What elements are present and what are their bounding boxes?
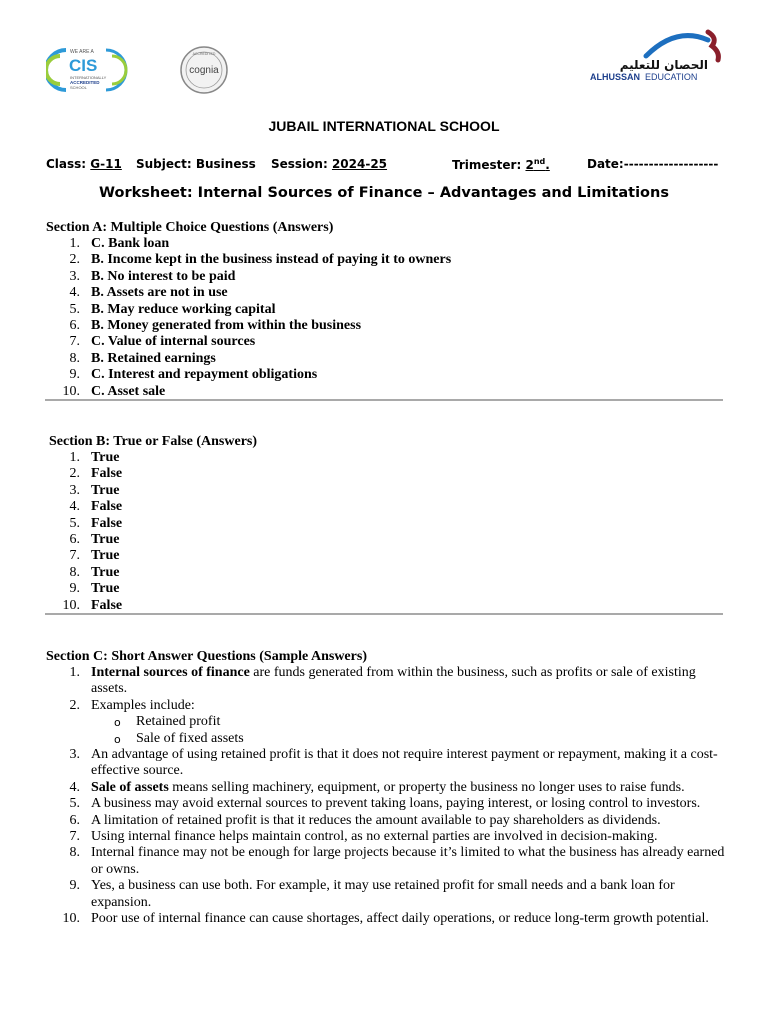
answer-key-term: Sale of assets [91, 779, 169, 795]
item-number: 10. [62, 383, 80, 399]
trimester-label: Trimester: [452, 158, 522, 172]
answer-text: C. Asset sale [91, 383, 166, 399]
answer-text: Internal finance may not be enough for large projects because it’s limited to what the business has already earned or owns. [91, 845, 725, 877]
list-item [46, 780, 726, 796]
class-label: Class: [46, 157, 87, 171]
list-item [46, 698, 726, 747]
item-number: 3. [69, 482, 80, 498]
cis-top-text: WE ARE A [70, 49, 94, 55]
item-number: 5. [69, 796, 80, 812]
answer-text: True [91, 581, 120, 597]
item-number: 7. [69, 548, 80, 564]
answer-text: B. Assets are not in use [91, 285, 228, 301]
list-item [46, 911, 726, 927]
school-name: JUBAIL INTERNATIONAL SCHOOL [268, 118, 500, 134]
item-number: 9. [69, 367, 80, 383]
list-item [46, 236, 451, 252]
answer-text: True [91, 450, 120, 465]
item-number: 8. [69, 350, 80, 366]
item-number: 2. [69, 466, 80, 482]
section-a-divider [45, 399, 723, 401]
item-number: 8. [69, 564, 80, 580]
date-info: Date:------------------- [587, 157, 719, 171]
list-item [46, 747, 726, 780]
item-number: 10. [62, 911, 80, 927]
worksheet-title: Worksheet: Internal Sources of Finance – Advantages and Limitations [99, 185, 669, 201]
list-item [46, 334, 451, 350]
class-value: G-11 [90, 157, 122, 171]
item-number: 3. [69, 747, 80, 763]
answer-text: C. Interest and repayment obligations [91, 367, 318, 383]
list-item [46, 878, 726, 911]
class-info [46, 157, 122, 171]
answer-text: Poor use of internal finance can cause shortages, affect daily operations, or reduce long-term growth potential. [91, 911, 709, 927]
item-number: 4. [69, 285, 80, 301]
list-item [46, 302, 451, 318]
answer-text: A business may avoid external sources to prevent taking loans, paying interest, or losing control to investors. [91, 796, 701, 812]
item-number: 4. [69, 779, 80, 795]
item-number: 6. [69, 532, 80, 548]
answer-text: False [91, 597, 123, 613]
answer-text: Yes, a business can use both. For example, it may use retained profit for small needs and a bank loan for expansion. [91, 878, 675, 910]
list-item [46, 499, 122, 515]
item-number: 9. [69, 878, 80, 894]
alhussan-logo [586, 28, 726, 88]
item-number: 1. [69, 236, 80, 251]
answer-text: Using internal finance helps maintain control, as no external parties are involved in decision-making. [91, 829, 658, 845]
sub-list-item [91, 731, 726, 747]
item-number: 4. [69, 499, 80, 515]
answer-text: B. May reduce working capital [91, 301, 276, 317]
item-number: 3. [69, 268, 80, 284]
item-number: 2. [69, 697, 80, 713]
sub-list [91, 714, 726, 747]
section-b-list [46, 450, 122, 614]
answer-text: C. Bank loan [91, 236, 170, 251]
cognia-logo [178, 45, 230, 95]
item-number: 5. [69, 515, 80, 531]
answer-text: are funds generated from within the business, such as profits or sale of existing assets. [91, 665, 696, 697]
list-item [46, 813, 726, 829]
answer-text: B. Retained earnings [91, 350, 216, 366]
list-item [46, 367, 451, 383]
list-item [46, 318, 451, 334]
session-value: 2024-25 [331, 157, 388, 171]
list-item [46, 351, 451, 367]
list-item [46, 665, 726, 698]
section-b-title: Section B: True or False (Answers) [49, 434, 258, 449]
item-number: 9. [69, 581, 80, 597]
answer-text: True [91, 532, 120, 548]
bullet-icon: o [114, 716, 121, 730]
cognia-top-text: ACCREDITED [192, 52, 216, 56]
section-a-title: Section A: Multiple Choice Questions (Answers) [46, 220, 334, 235]
session-info [271, 157, 387, 171]
list-item [46, 384, 451, 400]
list-item [46, 516, 122, 532]
answer-text: means selling machinery, equipment, or property the business no longer uses to raise funds. [168, 779, 685, 795]
item-number: 6. [69, 812, 80, 828]
item-number: 7. [69, 334, 80, 350]
cis-logo [46, 44, 132, 96]
list-item [46, 269, 451, 285]
answer-text: An advantage of using retained profit is that it does not require interest payment or repayment, making it a cost-effective source. [91, 747, 718, 779]
section-b-divider [45, 613, 723, 615]
cis-sub1: INTERNATIONALLY [70, 75, 107, 80]
sub-list-item [91, 714, 726, 730]
cis-sub3: SCHOOL [70, 85, 87, 90]
answer-text: True [91, 564, 120, 580]
list-item [46, 466, 122, 482]
answer-text: False [91, 466, 123, 482]
item-number: 1. [69, 450, 80, 465]
alhussan-brand2: EDUCATION [645, 72, 698, 82]
answer-text: True [91, 482, 120, 498]
answer-text: Examples include: [91, 697, 195, 713]
answer-text: C. Value of internal sources [91, 334, 256, 350]
section-c-title: Section C: Short Answer Questions (Sample Answers) [46, 649, 367, 664]
answer-text: B. Income kept in the business instead of paying it to owners [91, 252, 452, 268]
answer-text: A limitation of retained profit is that it reduces the amount available to pay shareholders as dividends. [91, 812, 661, 828]
sub-item-text: Retained profit [136, 714, 221, 730]
item-number: 7. [69, 829, 80, 845]
alhussan-arabic: الحصان للتعليم [619, 58, 708, 72]
answer-text: False [91, 499, 123, 515]
answer-key-term: Internal sources of finance [91, 665, 250, 680]
list-item [46, 532, 122, 548]
bullet-icon: o [114, 732, 121, 746]
alhussan-brand: ALHUSSAN [590, 72, 641, 82]
list-item [46, 565, 122, 581]
subject-info: Subject: Business [136, 157, 256, 171]
list-item [46, 598, 122, 614]
answer-text: B. No interest to be paid [91, 268, 236, 284]
list-item [46, 285, 451, 301]
cognia-mark: cognia [189, 65, 219, 76]
sub-item-text: Sale of fixed assets [136, 730, 244, 746]
list-item [46, 829, 726, 845]
item-number: 10. [62, 597, 80, 613]
item-number: 2. [69, 252, 80, 268]
item-number: 5. [69, 301, 80, 317]
answer-text: B. Money generated from within the business [91, 318, 362, 334]
item-number: 8. [69, 845, 80, 861]
item-number: 6. [69, 318, 80, 334]
list-item [46, 483, 122, 499]
answer-text: True [91, 548, 120, 564]
section-c-list [46, 665, 726, 928]
answer-text: False [91, 515, 123, 531]
list-item [46, 796, 726, 812]
trimester-info [452, 157, 550, 172]
list-item [46, 450, 122, 466]
list-item [46, 581, 122, 597]
list-item [46, 845, 726, 878]
cis-mark: CIS [69, 56, 98, 75]
trimester-value: 2nd. [525, 157, 550, 172]
session-label: Session: [271, 157, 328, 171]
list-item [46, 252, 451, 268]
section-a-list [46, 236, 451, 400]
list-item [46, 548, 122, 564]
cis-sub2: ACCREDITED [70, 80, 100, 85]
item-number: 1. [69, 665, 80, 680]
